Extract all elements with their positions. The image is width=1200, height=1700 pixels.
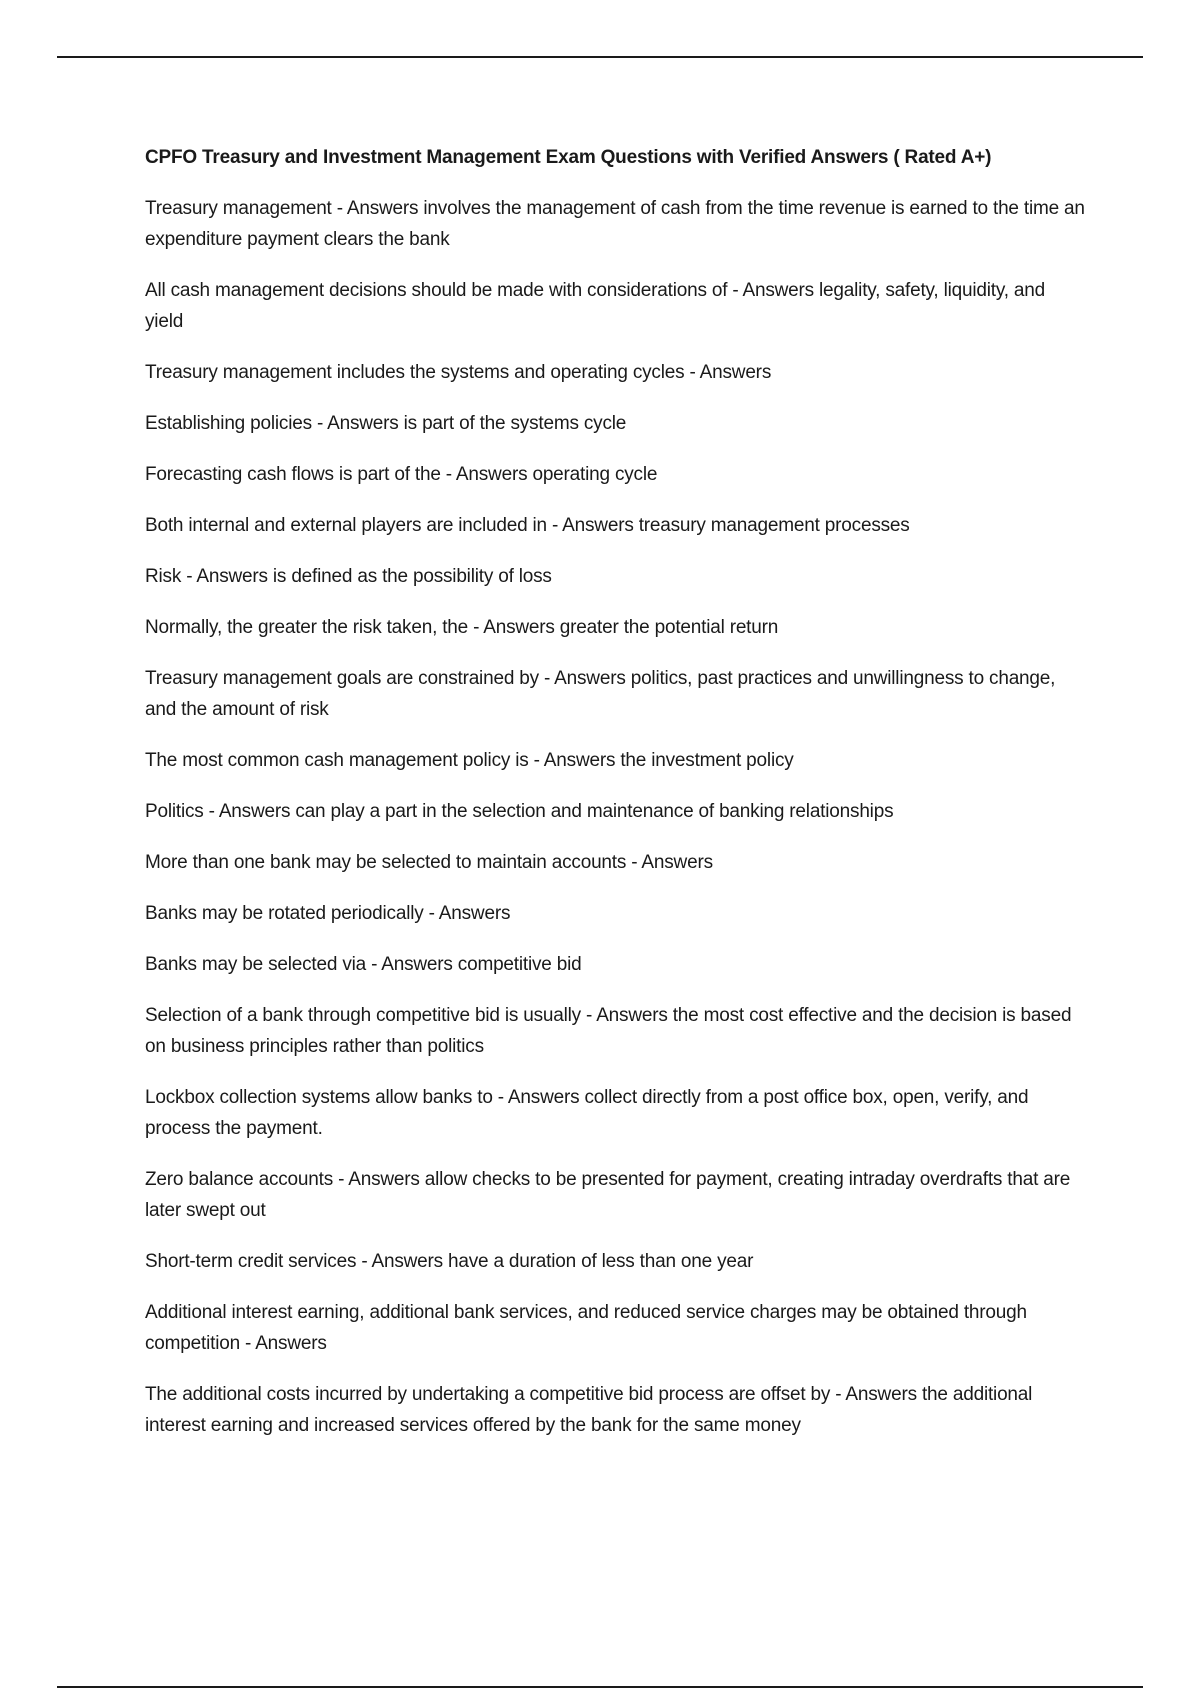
qa-item: All cash management decisions should be made with considerations of - Answers legality, safety, liquidity, and yield xyxy=(145,280,1045,332)
qa-item: The most common cash management policy is - Answers the investment policy xyxy=(145,750,794,771)
qa-item: Short-term credit services - Answers have a duration of less than one year xyxy=(145,1251,754,1272)
qa-item: Treasury management goals are constrained by - Answers politics, past practices and unwillingness to change, and the amount of risk xyxy=(145,668,1056,720)
qa-item: The additional costs incurred by undertaking a competitive bid process are offset by - Answers the additional interest earning and increased services offered by the bank for the same money xyxy=(145,1384,1033,1436)
qa-item: Banks may be rotated periodically - Answers xyxy=(145,903,511,924)
qa-item: Banks may be selected via - Answers competitive bid xyxy=(145,954,582,975)
qa-item: Additional interest earning, additional bank services, and reduced service charges may be obtained through competition - Answers xyxy=(145,1302,1027,1354)
qa-item: Treasury management - Answers involves the management of cash from the time revenue is earned to the time an expenditure payment clears the bank xyxy=(145,198,1085,250)
qa-item: More than one bank may be selected to maintain accounts - Answers xyxy=(145,852,713,873)
footer-rule xyxy=(57,1686,1143,1688)
qa-item: Risk - Answers is defined as the possibility of loss xyxy=(145,566,552,587)
qa-item: Forecasting cash flows is part of the - Answers operating cycle xyxy=(145,464,658,485)
qa-item: Zero balance accounts - Answers allow checks to be presented for payment, creating intraday overdrafts that are later swept out xyxy=(145,1169,1071,1221)
qa-item: Selection of a bank through competitive bid is usually - Answers the most cost effective and the decision is based on business principles rather than politics xyxy=(145,1005,1072,1057)
header-rule xyxy=(57,56,1143,58)
document-title: CPFO Treasury and Investment Management Exam Questions with Verified Answers ( Rated A+) xyxy=(145,147,992,168)
qa-item: Normally, the greater the risk taken, the - Answers greater the potential return xyxy=(145,617,779,638)
qa-item: Treasury management includes the systems and operating cycles - Answers xyxy=(145,362,772,383)
qa-list xyxy=(145,193,1085,1441)
qa-item: Establishing policies - Answers is part of the systems cycle xyxy=(145,413,627,434)
qa-item: Both internal and external players are included in - Answers treasury management processes xyxy=(145,515,910,536)
qa-item: Politics - Answers can play a part in the selection and maintenance of banking relationships xyxy=(145,801,894,822)
document-body xyxy=(145,143,1085,1461)
qa-item: Lockbox collection systems allow banks to - Answers collect directly from a post office box, open, verify, and process the payment. xyxy=(145,1087,1029,1139)
